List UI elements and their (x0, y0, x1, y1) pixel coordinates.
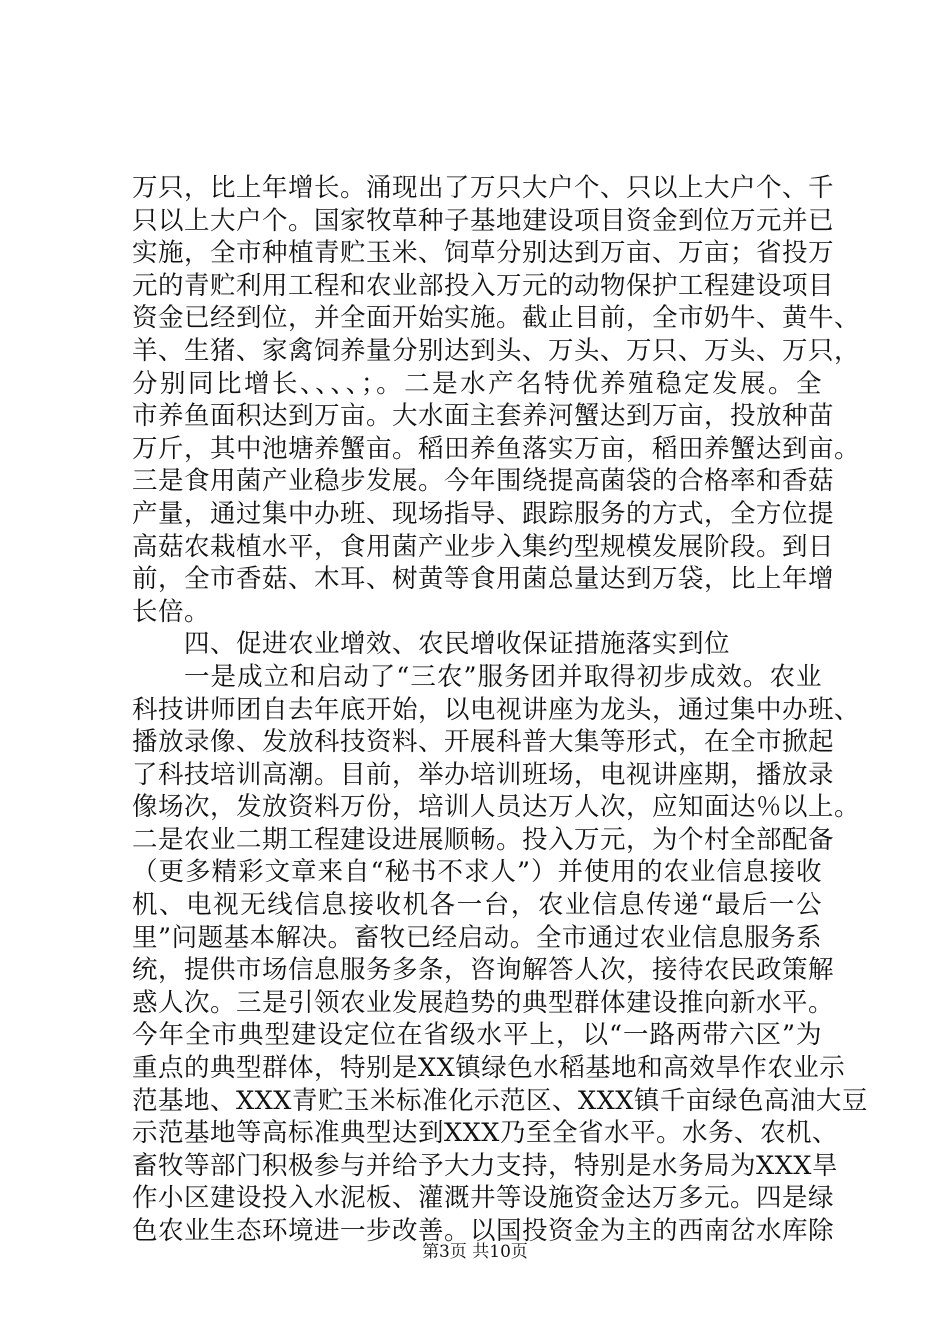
text-line: 一是成立和启动了“三农”服务团并取得初步成效。农业 (184, 661, 822, 692)
text-line: 惑人次。三是引领农业发展趋势的典型群体建设推向新水平。 (132, 987, 835, 1018)
text-line: 作小区建设投入水泥板、灌溉井等设施资金达万多元。四是绿 (132, 1183, 835, 1214)
text-line: 示范基地等高标准典型达到XXX乃至全省水平。水务、农机、 (132, 1118, 838, 1149)
text-line: 产量，通过集中办班、现场指导、跟踪服务的方式，全方位提 (132, 498, 835, 529)
text-line: 二是农业二期工程建设进展顺畅。投入万元，为个村全部配备 (132, 824, 835, 855)
text-line: 播放录像、发放科技资料、开展科普大集等形式，在全市掀起 (132, 727, 835, 758)
text-line: 重点的典型群体，特别是XX镇绿色水稻基地和高效旱作农业示 (132, 1053, 846, 1084)
text-line: 长倍。 (132, 596, 211, 627)
section-heading: 四、促进农业增效、农民增收保证措施落实到位 (184, 629, 731, 660)
text-line: 范基地、XXX青贮玉米标准化示范区、XXX镇千亩绿色高油大豆 (132, 1085, 868, 1116)
document-body (132, 172, 868, 1248)
text-line: 市养鱼面积达到万亩。大水面主套养河蟹达到万亩，投放种苗 (132, 401, 835, 432)
text-line: 资金已经到位，并全面开始实施。截止目前，全市奶牛、黄牛、 (132, 303, 861, 334)
text-line: 今年全市典型建设定位在省级水平上，以“一路两带六区”为 (132, 1020, 822, 1051)
page-footer: 第3页 共10页 (422, 1242, 528, 1262)
text-line: 万只，比上年增长。涌现出了万只大户个、只以上大户个、千 (132, 173, 835, 203)
text-line: 里”问题基本解决。畜牧已经启动。全市通过农业信息服务系 (132, 922, 822, 953)
text-line: 羊、生猪、家禽饲养量分别达到头、万头、万只、万头、万只， (132, 335, 861, 366)
text-line: 高菇农栽植水平，食用菌产业步入集约型规模发展阶段。到日 (132, 531, 835, 562)
text-line: 科技讲师团自去年底开始，以电视讲座为龙头，通过集中办班、 (132, 694, 861, 725)
text-line: 统，提供市场信息服务多条，咨询解答人次，接待农民政策解 (132, 955, 835, 986)
text-line: 分别同比增长、、、、；。二是水产名特优养殖稳定发展。全 (132, 368, 822, 399)
text-line: 色农业生态环境进一步改善。以国投资金为主的西南岔水库除 (132, 1216, 835, 1246)
text-line: 元的青贮利用工程和农业部投入万元的动物保护工程建设项目 (132, 270, 835, 301)
text-line: 实施，全市种植青贮玉米、饲草分别达到万亩、万亩；省投万 (132, 238, 835, 269)
text-line: 只以上大户个。国家牧草种子基地建设项目资金到位万元并已 (132, 205, 835, 236)
text-line: 三是食用菌产业稳步发展。今年围绕提高菌袋的合格率和香菇 (132, 466, 835, 497)
text-line: 像场次，发放资料万份，培训人员达万人次，应知面达％以上。 (132, 792, 861, 823)
text-line: 机、电视无线信息接收机各一台，农业信息传递“最后一公 (132, 890, 822, 921)
text-line: 万斤，其中池塘养蟹亩。稻田养鱼落实万亩，稻田养蟹达到亩。 (132, 433, 861, 464)
text-line: （更多精彩文章来自“秘书不求人”）并使用的农业信息接收 (132, 857, 822, 888)
text-line: 了科技培训高潮。目前，举办培训班场，电视讲座期，播放录 (132, 759, 835, 790)
text-line: 畜牧等部门积极参与并给予大力支持，特别是水务局为XXX旱 (132, 1150, 838, 1181)
text-line: 前，全市香菇、木耳、树黄等食用菌总量达到万袋，比上年增 (132, 564, 835, 595)
